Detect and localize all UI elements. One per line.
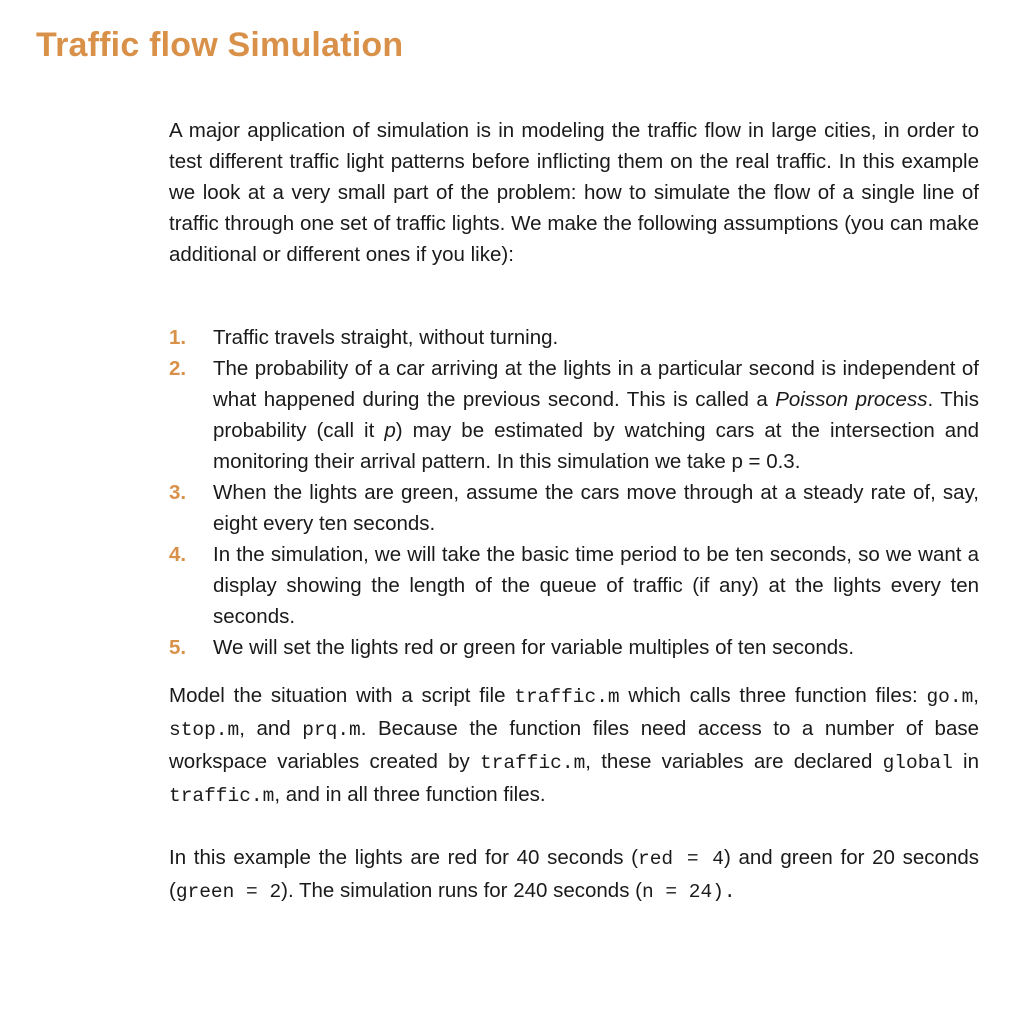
list-item-text: Traffic travels straight, without turning. (213, 326, 559, 349)
text-run: ). The simulation runs for 240 seconds ( (281, 879, 642, 902)
list-number: 1. (169, 326, 187, 349)
code-green: green = 2 (175, 881, 282, 903)
text-run: , these variables are declared (585, 750, 883, 773)
text-run: Model the situation with a script file (169, 684, 515, 707)
document-body (169, 115, 979, 908)
list-number: 5. (169, 636, 187, 659)
list-item (169, 539, 979, 632)
code-traffic-m: traffic.m (479, 752, 586, 774)
text-run: ) and green for 20 seconds ( (169, 846, 979, 902)
list-item-text: In the simulation, we will take the basic time period to be ten seconds, so we want a display showing the length of the queue of traffic (if any) at the lights every ten seconds. (213, 543, 979, 628)
list-item (169, 477, 979, 539)
code-stop-m: stop.m (169, 719, 240, 741)
list-item (169, 322, 979, 353)
code-traffic-m: traffic.m (169, 785, 275, 807)
list-item-text: We will set the lights red or green for variable multiples of ten seconds. (213, 636, 855, 659)
text-run: , (973, 684, 979, 707)
variable-p: p (384, 419, 396, 442)
p-value: p = 0.3 (731, 450, 795, 473)
list-item-text: When the lights are green, assume the cars move through at a steady rate of, say, eight every ten seconds. (213, 481, 979, 535)
text-run: which calls three function files: (619, 684, 927, 707)
code-go-m: go.m (926, 686, 974, 708)
text-run: . Because the function files need access to a number of base workspace variables created by (169, 717, 980, 773)
text-run: In this example the lights are red for 40 seconds ( (169, 846, 639, 869)
poisson-process-term: Poisson process (775, 388, 928, 411)
code-global: global (882, 752, 953, 774)
list-item-text (213, 353, 979, 477)
list-item (169, 353, 979, 477)
code-traffic-m: traffic.m (514, 686, 620, 708)
text-run: , and in all three function files. (274, 783, 546, 806)
text-run: in (952, 750, 979, 773)
text-run: . (794, 450, 801, 473)
list-number: 4. (169, 543, 187, 566)
list-number: 2. (169, 357, 187, 380)
code-prq-m: prq.m (302, 719, 361, 741)
list-number: 3. (169, 481, 187, 504)
example-paragraph (169, 842, 979, 908)
code-red: red = 4 (638, 848, 724, 870)
page-title: Traffic flow Simulation (36, 26, 404, 64)
intro-paragraph: A major application of simulation is in modeling the traffic flow in large cities, in order to test different traffic light patterns before inflicting them on the real traffic. In this example we look at a very small part of the problem: how to simulate the flow of a single line of traffic through one set of traffic lights. We make the following assumptions (you can make additional or different ones if you like): (169, 119, 979, 266)
assumptions-list (169, 322, 979, 663)
code-n: n = 24). (641, 881, 736, 903)
text-run: , and (239, 717, 303, 740)
model-paragraph (169, 680, 979, 812)
text-run: . This probability (call it (213, 388, 979, 442)
text-run: ) may be estimated by watching cars at the intersection and monitoring their arrival pattern. In this simulation we take (213, 419, 980, 473)
text-run: The probability of a car arriving at the lights in a particular second is independent of what happened during the previous second. This is called a (213, 357, 979, 411)
list-item (169, 632, 979, 663)
